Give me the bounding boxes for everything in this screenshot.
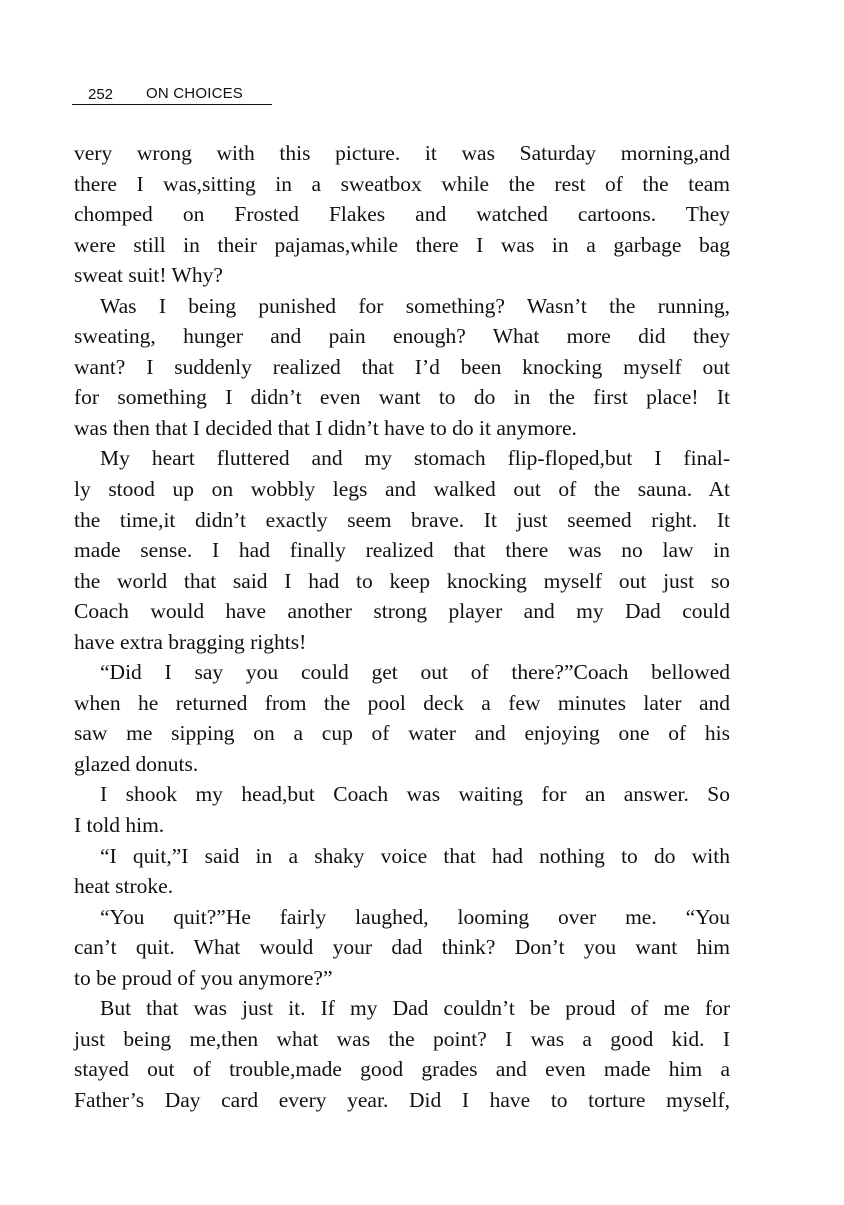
- text-line: when he returned from the pool deck a few minutes later and: [74, 690, 730, 715]
- text-line: want? I suddenly realized that I’d been knocking myself out: [74, 354, 730, 379]
- text-line: ly stood up on wobbly legs and walked out of the sauna. At: [74, 477, 730, 502]
- page-number: 252: [88, 86, 114, 103]
- text-line: Coach would have another strong player and my Dad could: [74, 599, 730, 624]
- text-line: I told him.: [74, 813, 165, 838]
- body-text: [74, 138, 730, 1116]
- text-line: saw me sipping on a cup of water and enjoying one of his: [74, 721, 730, 746]
- text-line: to be proud of you anymore?”: [74, 965, 333, 990]
- text-line: made sense. I had finally realized that there was no law in: [74, 538, 730, 563]
- running-header: [72, 84, 272, 105]
- text-line: I shook my head,but Coach was waiting for an answer. So: [100, 782, 730, 807]
- text-line: “I quit,”I said in a shaky voice that had nothing to do with: [100, 843, 730, 868]
- text-line: heat stroke.: [74, 874, 174, 899]
- text-line: Was I being punished for something? Wasn’t the running,: [100, 293, 730, 318]
- text-line: My heart fluttered and my stomach flip-floped,but I final-: [100, 446, 730, 471]
- text-line: But that was just it. If my Dad couldn’t be proud of me for: [100, 996, 730, 1021]
- text-line: the time,it didn’t exactly seem brave. It just seemed right. It: [74, 507, 730, 532]
- text-line: there I was,sitting in a sweatbox while the rest of the team: [74, 171, 730, 196]
- text-line: “You quit?”He fairly laughed, looming over me. “You: [100, 904, 730, 929]
- text-line: can’t quit. What would your dad think? Don’t you want him: [74, 935, 730, 960]
- text-line: sweat suit! Why?: [74, 263, 223, 288]
- text-line: was then that I decided that I didn’t have to do it anymore.: [74, 415, 577, 440]
- text-line: glazed donuts.: [74, 751, 199, 776]
- text-line: “Did I say you could get out of there?”Coach bellowed: [100, 660, 730, 685]
- text-line: have extra bragging rights!: [74, 629, 307, 654]
- text-line: the world that said I had to keep knocking myself out just so: [74, 568, 730, 593]
- text-line: chomped on Frosted Flakes and watched cartoons. They: [74, 202, 730, 227]
- text-line: stayed out of trouble,made good grades and even made him a: [74, 1057, 730, 1082]
- text-line: were still in their pajamas,while there I was in a garbage bag: [74, 232, 730, 257]
- text-line: for something I didn’t even want to do in the first place! It: [74, 385, 730, 410]
- text-line: Father’s Day card every year. Did I have to torture myself,: [74, 1087, 730, 1112]
- text-line: very wrong with this picture. it was Saturday morning,and: [74, 141, 730, 165]
- section-title: ON CHOICES: [146, 85, 244, 102]
- text-line: just being me,then what was the point? I was a good kid. I: [74, 1026, 730, 1051]
- text-line: sweating, hunger and pain enough? What more did they: [74, 324, 730, 349]
